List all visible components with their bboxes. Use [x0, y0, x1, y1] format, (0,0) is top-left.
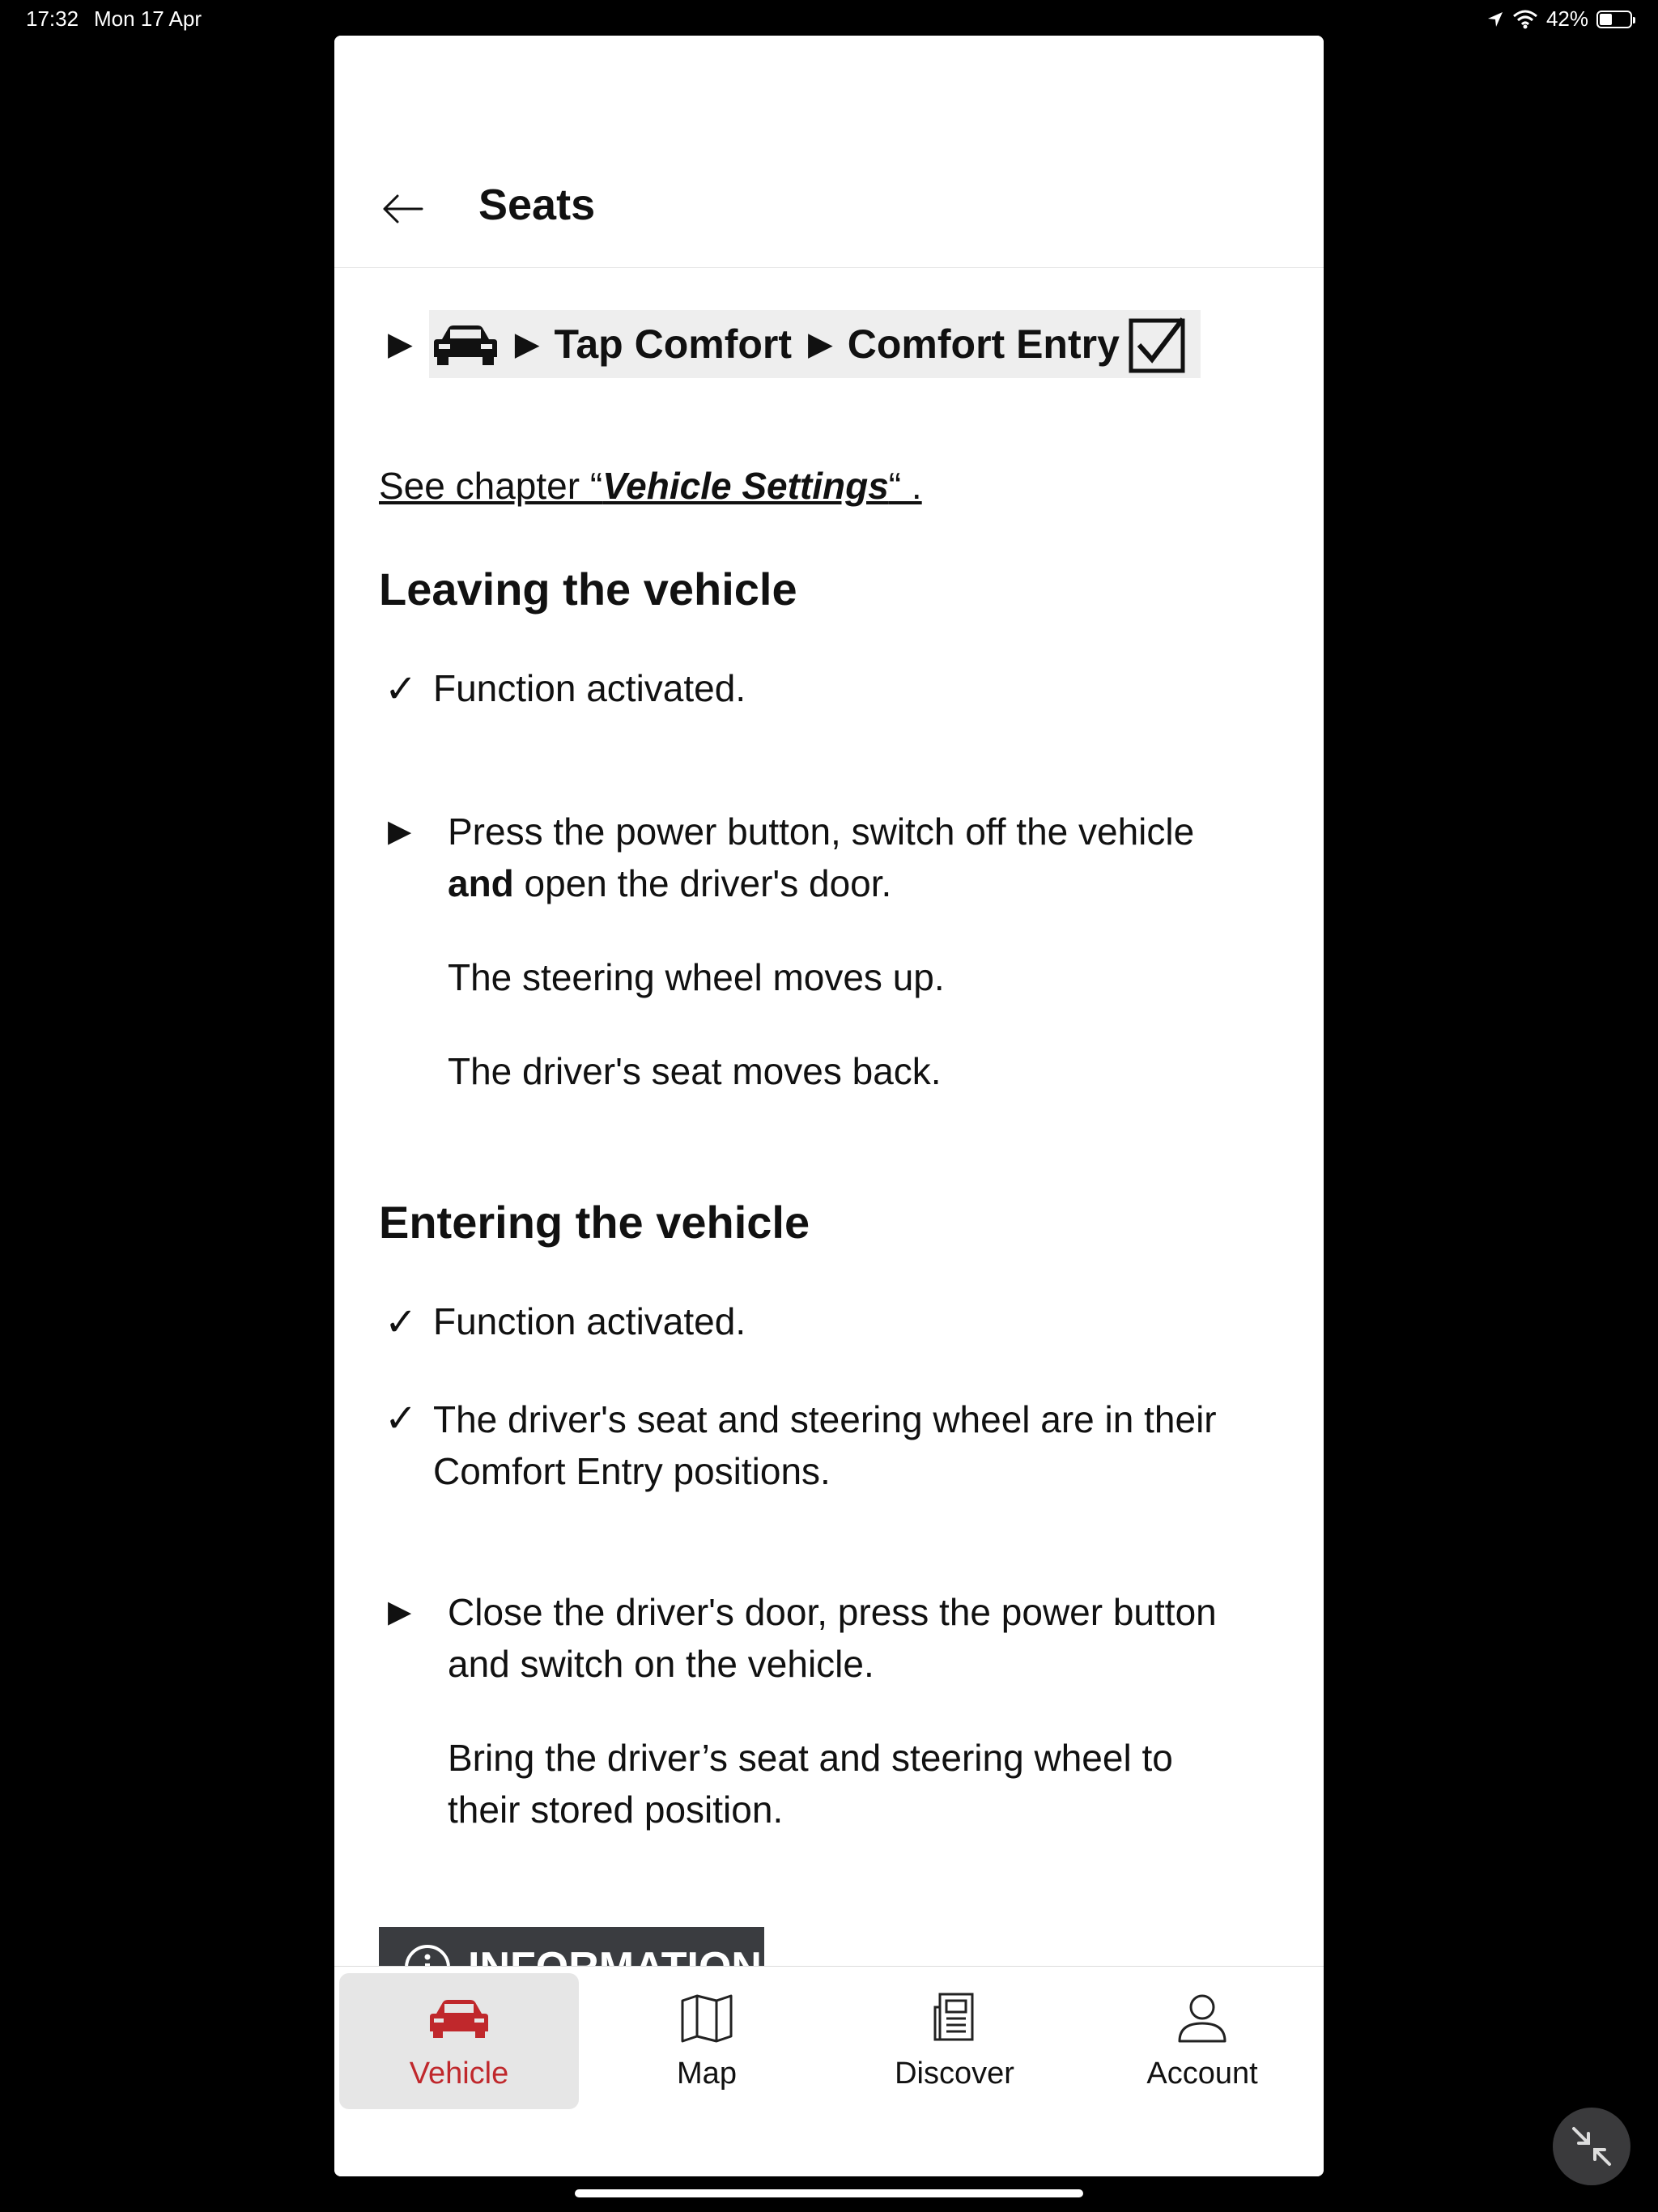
step-text-line2: and switch on the vehicle.: [448, 1643, 874, 1685]
status-date: Mon 17 Apr: [94, 6, 202, 31]
status-time: 17:32: [26, 6, 79, 31]
menu-step-comfort-entry: Comfort Entry: [847, 321, 1120, 367]
step-arrow-icon: ▶: [514, 326, 540, 362]
collapse-button[interactable]: [1553, 2108, 1630, 2185]
chapter-link-suffix: “ .: [888, 465, 922, 507]
step-item: [388, 806, 1194, 909]
app-window: [334, 36, 1324, 2176]
tab-label: Map: [677, 2057, 737, 2091]
location-arrow-icon: [1486, 11, 1504, 28]
precondition-item: [385, 666, 746, 712]
result-text-line2: their stored position.: [448, 1789, 784, 1831]
car-front-icon: [432, 321, 499, 367]
precondition-text: Function activated.: [433, 1300, 746, 1342]
tab-label: Account: [1146, 2057, 1258, 2091]
map-icon: [674, 1993, 739, 2044]
battery-percent: 42%: [1545, 6, 1588, 31]
heading-leaving: Leaving the vehicle: [379, 564, 797, 615]
status-bar: [0, 0, 1658, 39]
precondition-text-line2: Comfort Entry positions.: [433, 1450, 831, 1492]
precondition-text: Function activated.: [433, 667, 746, 709]
manual-content[interactable]: [334, 268, 1324, 1999]
checkbox-checked-icon: [1128, 314, 1188, 374]
step-text-line2: open the driver's door.: [513, 862, 892, 904]
checkmark-icon: ✓: [385, 668, 418, 711]
wifi-icon: [1512, 10, 1538, 29]
chapter-link-prefix: See chapter “: [379, 465, 603, 507]
step-text-line1: Close the driver's door, press the power button: [448, 1591, 1217, 1633]
battery-icon: [1596, 11, 1632, 28]
step-arrow-icon: ▶: [388, 1595, 412, 1629]
menu-path: [388, 310, 1201, 378]
status-indicators: [1486, 6, 1632, 32]
step-text-bold: and: [448, 862, 514, 904]
tab-label: Discover: [895, 2057, 1014, 2091]
page-title: Seats: [478, 181, 596, 229]
collapse-arrows-icon: [1553, 2108, 1630, 2185]
result-text: The driver's seat moves back.: [448, 1050, 942, 1092]
checkmark-icon: ✓: [385, 1301, 418, 1344]
tab-discover[interactable]: [835, 1973, 1074, 2109]
step-text-line1: Press the power button, switch off the vehicle: [448, 810, 1195, 853]
chapter-link-name[interactable]: Vehicle Settings: [602, 465, 889, 507]
precondition-item: [385, 1300, 746, 1345]
chapter-link[interactable]: [379, 464, 922, 508]
newspaper-icon: [922, 1993, 987, 2044]
result-text-line1: Bring the driver’s seat and steering wheel to: [448, 1737, 1173, 1779]
header: [334, 36, 1324, 268]
tab-bar: [334, 1966, 1324, 2176]
car-icon: [427, 1993, 491, 2044]
checkmark-icon: ✓: [385, 1397, 418, 1440]
tab-map[interactable]: [587, 1973, 827, 2109]
step-arrow-icon: ▶: [388, 815, 412, 849]
home-indicator[interactable]: [575, 2189, 1083, 2197]
menu-path-box: [429, 310, 1201, 378]
result-text: The steering wheel moves up.: [448, 956, 945, 998]
heading-entering: Entering the vehicle: [379, 1197, 810, 1248]
step-text: [448, 806, 1194, 909]
step-item: [388, 1586, 1217, 1690]
person-icon: [1170, 1993, 1235, 2044]
step-arrow-icon: ▶: [808, 326, 833, 362]
step-arrow-icon: ▶: [388, 326, 413, 362]
result-text: [448, 1732, 1173, 1836]
precondition-item: [385, 1393, 1217, 1497]
tab-label: Vehicle: [409, 2057, 509, 2091]
back-arrow-icon[interactable]: [380, 186, 425, 232]
precondition-text-line1: The driver's seat and steering wheel are in their: [433, 1398, 1217, 1440]
menu-step-tap-comfort: Tap Comfort: [554, 321, 793, 367]
tab-vehicle[interactable]: [339, 1973, 579, 2109]
tab-account[interactable]: [1082, 1973, 1322, 2109]
battery-fill: [1600, 14, 1612, 25]
